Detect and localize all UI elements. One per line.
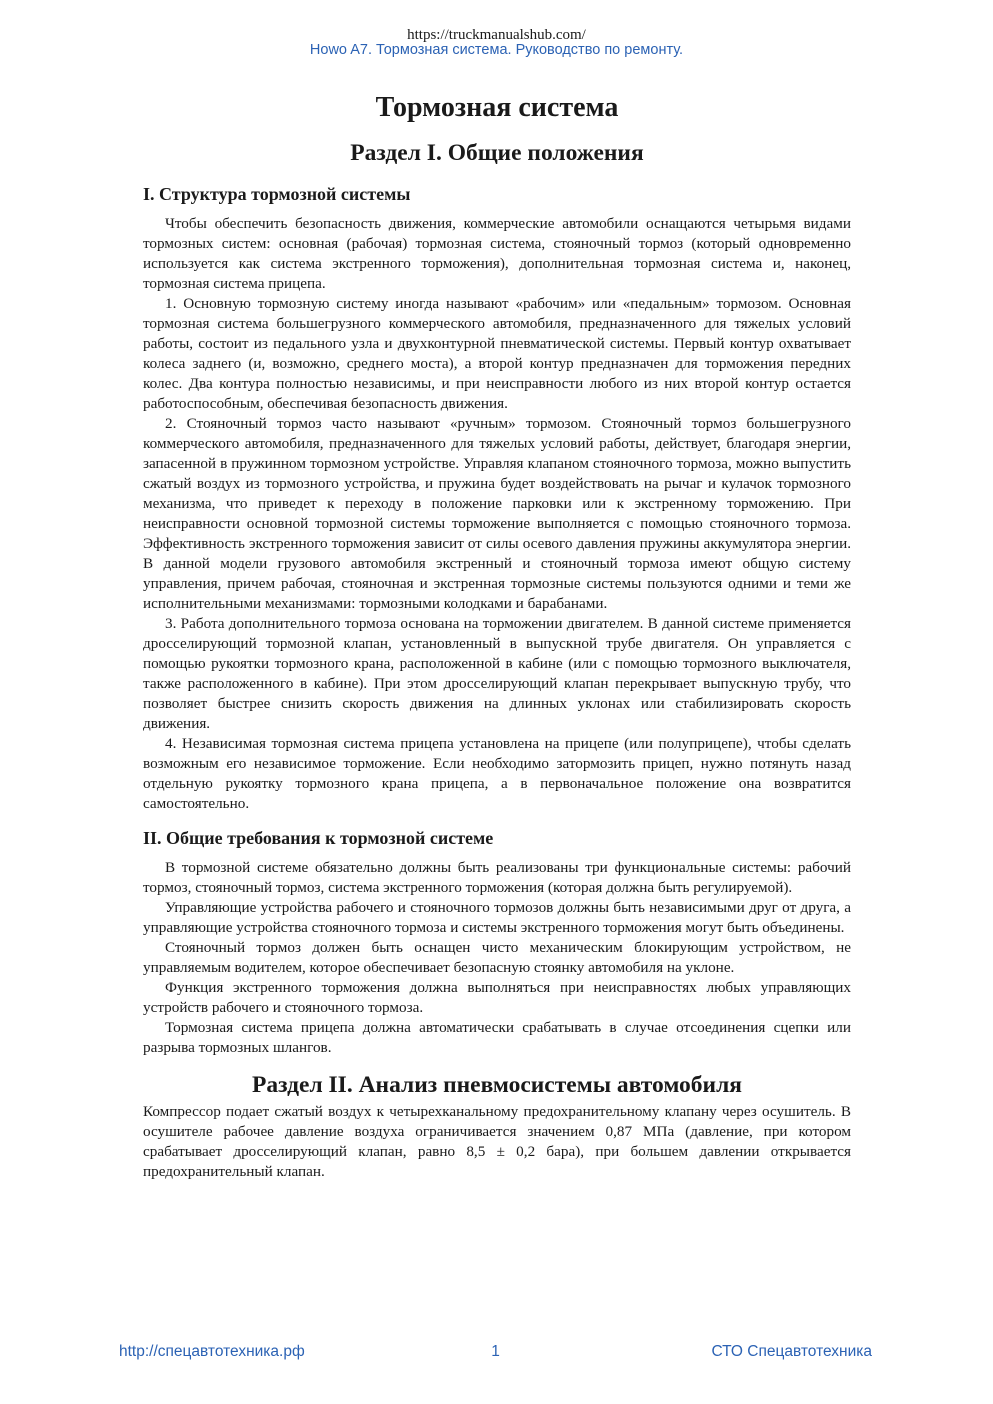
paragraph: 4. Независимая тормозная система прицепа установлена на прицепе (или полуприцепе), чтобы сделать возможным его независимое торможение. Если необходимо затормозить прицеп, нужно потянуть назад отдельную рукоятку тормозного крана прицепа, а в первоначальное положение она возвратится самостоятельно.	[143, 735, 851, 812]
page-footer	[119, 1343, 872, 1363]
document-title: Тормозная система	[375, 92, 619, 123]
page-number: 1	[491, 1343, 500, 1360]
page-content	[143, 88, 851, 1182]
footer-website-link[interactable]: http://спецавтотехника.рф	[119, 1343, 305, 1360]
paragraph: Функция экстренного торможения должна выполняться при неисправностях любых управляющих устройств рабочего и стояночного тормоза.	[143, 979, 851, 1016]
header-url[interactable]: https://truckmanualshub.com/	[407, 27, 586, 43]
paragraph: 1. Основную тормозную систему иногда называют «рабочим» или «педальным» тормозом. Основная тормозная система большегрузного коммерческого автомобиля, предназначенного для тяжелых условий работы, состоит из педального узла и двухконтурной пневматической системы. Первый контур охватывает колеса заднего (и, возможно, среднего моста), а второй контур предназначен для торможения передних колес. Два контура полностью независимы, и при неисправности любого из них второй контур остается работоспособным, обеспечивая безопасность движения.	[143, 295, 851, 412]
section-1-heading: Раздел I. Общие положения	[350, 140, 644, 166]
footer-company-name: СТО Спецавтотехника	[711, 1343, 872, 1360]
subsection-2-heading: II. Общие требования к тормозной системе	[143, 828, 494, 848]
paragraph: 3. Работа дополнительного тормоза основана на торможении двигателем. В данной системе применяется дросселирующий тормозной клапан, установленный в выпускной трубе двигателя. Он управляется с помощью рукоятки тормозного крана, расположенной в кабине (или с помощью тормозного выключателя, также расположенного в кабине). При этом дросселирующий клапан перекрывает выпускную трубу, что позволяет быстрее снизить скорость движения на длинных уклонах или стабилизировать скорость движения.	[143, 615, 851, 732]
header-subtitle: Howo A7. Тормозная система. Руководство по ремонту.	[309, 42, 684, 58]
section-2-heading: Раздел II. Анализ пневмосистемы автомобиля	[252, 1072, 742, 1098]
paragraph: Компрессор подает сжатый воздух к четырехканальному предохранительному клапану через осушитель. В осушителе рабочее давление воздуха ограничивается значением 0,87 МПа (давление, при котором срабатывает дросселирующий клапан, равно 8,5 ± 0,2 бара), при большем давлении открывается предохранительный клапан.	[143, 1103, 851, 1180]
paragraph: 2. Стояночный тормоз часто называют «ручным» тормозом. Стояночный тормоз большегрузного коммерческого автомобиля, предназначенного для тяжелых условий работы, действует, благодаря энергии, запасенной в пружинном тормозном устройстве. Управляя клапаном стояночного тормоза, можно выпустить сжатый воздух из тормозного устройства, и пружина будет воздействовать на рычаг и кулачок тормозного механизма, что приведет к переходу в положение парковки или к экстренному торможению. При неисправности основной тормозной системы торможение выполняется с помощью стояночного тормоза. Эффективность экстренного торможения зависит от силы осевого давления пружины аккумулятора энергии. В данной модели грузового автомобиля экстренный и стояночный тормоза имеют общую систему управления, причем рабочая, стояночная и экстренная тормозные системы пользуются одними и теми же исполнительными механизмами: тормозными колодками и барабанами.	[143, 415, 851, 612]
paragraph: Тормозная система прицепа должна автоматически срабатывать в случае отсоединения сцепки или разрыва тормозных шлангов.	[143, 1019, 851, 1056]
paragraph: Управляющие устройства рабочего и стояночного тормозов должны быть независимыми друг от друга, а управляющие устройства стояночного тормоза и системы экстренного торможения могут быть объединены.	[143, 899, 851, 936]
paragraph: В тормозной системе обязательно должны быть реализованы три функциональные системы: рабочий тормоз, стояночный тормоз, система экстренного торможения (которая должна быть регулируемой).	[143, 859, 851, 896]
paragraph: Чтобы обеспечить безопасность движения, коммерческие автомобили оснащаются четырьмя видами тормозных систем: основная (рабочая) тормозная система, стояночный тормоз (который одновременно используется как система экстренного торможения), дополнительная тормозная система и, наконец, тормозная система прицепа.	[143, 215, 851, 292]
subsection-1-heading: I. Структура тормозной системы	[143, 184, 411, 204]
paragraph: Стояночный тормоз должен быть оснащен чисто механическим блокирующим устройством, не управляемым водителем, которое обеспечивает безопасную стоянку автомобиля на уклоне.	[143, 939, 851, 976]
